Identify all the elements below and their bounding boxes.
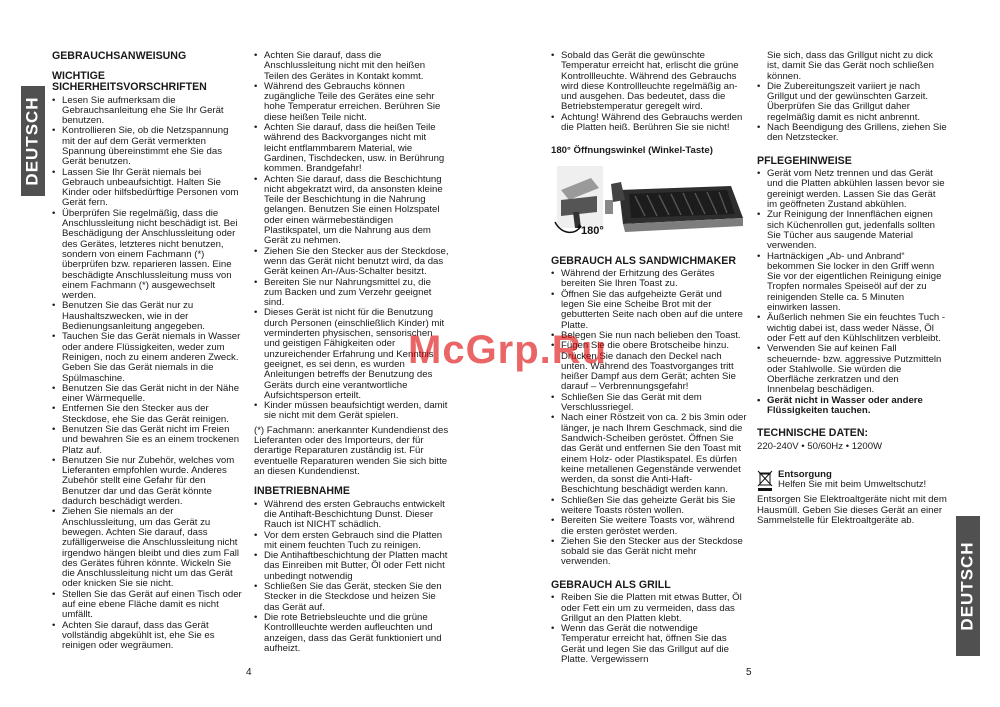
section-heading-sandwich: GEBRAUCH ALS SANDWICHMAKER: [551, 254, 736, 267]
list-item: • Wenn das Gerät die notwendige Temperatur erreicht hat, öffnen Sie das Gerät und legen Sie das Grillgut auf die Platte. Vergewissern: [551, 624, 747, 665]
list-item: • Reiben Sie die Platten mit etwas Butter, Öl oder Fett ein um zu vermeiden, dass das Grillgut an den Platten klebt.: [551, 593, 747, 624]
startup-list-continued: [551, 51, 747, 133]
section-heading-grill: GEBRAUCH ALS GRILL: [551, 578, 671, 591]
list-item: • Benutzen Sie das Gerät nicht in der Nähe einer Wärmequelle.: [52, 384, 242, 405]
disposal-line-1: Helfen Sie mit beim Umweltschutz!: [778, 479, 927, 491]
list-item: • Schließen Sie das Gerät mit dem Verschlussriegel.: [551, 393, 747, 414]
list-item: • Während der Erhitzung des Gerätes bereiten Sie Ihren Toast zu.: [551, 269, 747, 290]
list-item: • Schließen Sie das geheizte Gerät bis Sie weitere Toasts rösten wollen.: [551, 496, 747, 517]
list-item: • Ziehen Sie niemals an der Anschlussleitung, um das Gerät zu bewegen. Achten Sie darauf, dass zufälligerweise die Anschlussleitung nicht irgendwo hängen bleibt und dies zum Fall des Gerätes führen könnte. Wickeln Sie die Anschlussleitung nicht um das Gerät oder knicken Sie sie nicht.: [52, 507, 242, 589]
list-item: • Kinder müssen beaufsichtigt werden, damit sie nicht mit dem Gerät spielen.: [254, 401, 449, 422]
list-item: • Hartnäckigen „Ab- und Anbrand“ bekommen Sie locker in den Griff wenn Sie vor der eigentlichen Reinigung einige Tropfen normales Speiseöl auf der zu reinigenden Stelle ca. 5 Minuten einwirken lassen.: [757, 252, 947, 314]
figure-caption: 180° Öffnungswinkel (Winkel-Taste): [551, 145, 713, 157]
list-item: • Dieses Gerät ist nicht für die Benutzung durch Personen (einschließlich Kinder) mit verminderten physischen, sensorischen und geistigen Fähigkeiten oder unzureichender Erfahrung und Kenntnis geeignet, es sei denn, es wurden Anleitungen betreffs der Benutzung des Geräts durch eine verantwortliche Aufsichtsperson erteilt.: [254, 308, 449, 401]
list-item: • Schließen Sie das Gerät, stecken Sie den Stecker in die Steckdose und heizen Sie das Gerät auf.: [254, 582, 449, 613]
page-number-right: 5: [746, 667, 752, 678]
list-item: • Lesen Sie aufmerksam die Gebrauchsanleitung ehe Sie Ihr Gerät benutzen.: [52, 96, 242, 127]
list-item: • Bereiten Sie weitere Toasts vor, während die ersten geröstet werden.: [551, 516, 747, 537]
list-item: • Zur Reinigung der Innenflächen eignen sich Küchenrollen gut, jedenfalls sollten Sie Tücher aus saugende Material verwenden.: [757, 210, 947, 251]
grill-list: [551, 593, 747, 665]
list-item: • Fügen Sie die obere Brotscheibe hinzu. Drücken Sie danach den Deckel nach unten. Während des Toastvorganges tritt heißer Dampf aus dem Gerät; achten Sie darauf – Verbrennungsgefahr!: [551, 341, 747, 392]
care-list: [757, 169, 947, 396]
disposal-line-2: Entsorgen Sie Elektroaltgeräte nicht mit dem Hausmüll. Geben Sie dieses Gerät an einer Sammelstelle für Elektroaltgeräte ab.: [757, 494, 947, 526]
list-item: • Benutzen Sie nur Zubehör, welches vom Lieferanten empfohlen wurde. Anderes Zubehör stellt eine Gefahr für den Benutzer dar und das Gerät könnte dadurch beschädigt werden.: [52, 456, 242, 507]
grill-list-continued: [757, 82, 947, 144]
language-tab-left: [21, 86, 45, 196]
manual-heading: GEBRAUCHSANWEISUNG: [52, 50, 187, 62]
care-warning-item: • Gerät nicht in Wasser oder andere Flüssigkeiten tauchen.: [757, 396, 947, 417]
language-tab-label: DEUTSCH: [958, 541, 978, 631]
list-item: • Achten Sie darauf, dass das Gerät vollständig abgekühlt ist, ehe Sie es reinigen oder wegräumen.: [52, 621, 242, 652]
list-item: • Belegen Sie nun nach belieben den Toast.: [551, 331, 747, 341]
section-heading-tech: TECHNISCHE DATEN:: [757, 427, 869, 440]
list-item: • Nach Beendigung des Grillens, ziehen Sie den Netzstecker.: [757, 123, 947, 144]
list-item: • Die Zubereitungszeit variiert je nach Grillgut und der gewünschten Garzeit. Überprüfen Sie das Grillgut daher regelmäßig damit es nicht anbrennt.: [757, 82, 947, 123]
grill-open-illustration: [551, 160, 747, 244]
column-4: [757, 51, 947, 526]
list-item: • Bereiten Sie nur Nahrungsmittel zu, die zum Backen und zum Verzehr geeignet sind.: [254, 278, 449, 309]
footnote: (*) Fachmann: anerkannter Kundendienst des Lieferanten oder des Importeurs, der für derartige Reparaturen zuständig ist. Für eventuelle Reparaturen wenden Sie sich bitte an diesen Kundendienst.: [254, 424, 449, 477]
list-item: • Öffnen Sie das aufgeheizte Gerät und legen Sie eine Scheibe Brot mit der gebutterten Seite nach oben auf die untere Platte.: [551, 290, 747, 331]
sandwich-list: [551, 269, 747, 568]
list-item: • Tauchen Sie das Gerät niemals in Wasser oder andere Flüssigkeiten, weder zum Reinigen, noch zu einem anderen Zweck. Geben Sie das Gerät niemals in die Spülmaschine.: [52, 332, 242, 383]
watermark: McGrp.Ru: [408, 328, 608, 372]
list-item: • Lassen Sie Ihr Gerät niemals bei Gebrauch unbeaufsichtigt. Halten Sie Kinder oder hilfsbedürftige Personen vom Gerät fern.: [52, 168, 242, 209]
grill-illustration-graphic: [551, 160, 747, 244]
list-item: • Die Antihaftbeschichtung der Platten macht das Einreiben mit Butter, Öl oder Fett nicht unbedingt notwendig: [254, 551, 449, 582]
column-1: [52, 51, 242, 652]
list-item: • Ziehen Sie den Stecker aus der Steckdose, wenn das Gerät nicht benutzt wird, da das Gerät keinen An-/Aus-Schalter besitzt.: [254, 247, 449, 278]
safety-heading: WICHTIGE SICHERHEITSVORSCHRIFTEN: [52, 69, 207, 93]
safety-list: [52, 96, 242, 652]
list-item: • Achten Sie darauf, dass die Anschlussleitung nicht mit den heißen Teilen des Gerätes in Kontakt kommt.: [254, 51, 449, 82]
list-item: • Stellen Sie das Gerät auf einen Tisch oder auf eine ebene Fläche damit es nicht umfällt.: [52, 590, 242, 621]
recycle-bin-icon: [757, 470, 773, 495]
list-item: • Entfernen Sie den Stecker aus der Steckdose, ehe Sie das Gerät reinigen.: [52, 404, 242, 425]
list-item: • Sobald das Gerät die gewünschte Temperatur erreicht hat, erlischt die grüne Kontrollleuchte. Während des Gebrauchs wird diese Kontrollleuchte regelmäßig an- und ausgehen. Das bedeutet, dass die Betriebstemperatur geregelt wird.: [551, 51, 747, 113]
startup-list: [254, 500, 449, 654]
list-item: • Benutzen Sie das Gerät nicht im Freien und bewahren Sie es an einem trockenen Platz auf.: [52, 425, 242, 456]
angle-label: 180°: [581, 224, 604, 237]
list-item: • Während des Gebrauchs können zugängliche Teile des Gerätes eine sehr hohe Temperatur erreichen. Berühren Sie diese heißen Teile nicht.: [254, 82, 449, 123]
list-item: • Benutzen Sie das Gerät nur zu Haushaltszwecken, wie in der Bedienungsanleitung angegeben.: [52, 301, 242, 332]
disposal-block: [757, 470, 947, 495]
list-item: • Achten Sie darauf, dass die heißen Teile während des Backvorganges nicht mit leicht entflammbarem Material, wie Gardinen, Tischdecken, usw. in Berührung kommen. Brandgefahr!: [254, 123, 449, 174]
tech-specs: 220-240V • 50/60Hz • 1200W: [757, 440, 883, 452]
language-tab-right: [956, 516, 980, 656]
list-item: • Äußerlich nehmen Sie ein feuchtes Tuch - wichtig dabei ist, dass weder Nässe, Öl oder Fett auf den Kühlschlitzen verbleibt.: [757, 313, 947, 344]
list-item: • Achtung! Während des Gebrauchs werden die Platten heiß. Berühren Sie sie nicht!: [551, 113, 747, 134]
list-item: • Kontrollieren Sie, ob die Netzspannung mit der auf dem Gerät vermerkten Spannung übereinstimmt ehe Sie das Gerät benutzen.: [52, 126, 242, 167]
list-item: • Ziehen Sie den Stecker aus der Steckdose sobald sie das Gerät nicht mehr verwenden.: [551, 537, 747, 568]
list-item: • Während des ersten Gebrauchs entwickelt die Antihaft-Beschichtung Dunst. Dieser Rauch ist NICHT schädlich.: [254, 500, 449, 531]
list-item: • Achten Sie darauf, dass die Beschichtung nicht abgekratzt wird, da ansonsten kleine Teile der Beschichtung in die Nahrung gelangen. Benutzen Sie einen Holzspatel oder einen wärmebeständigen Plastikspatel, um die Nahrung aus dem Gerät zu nehmen.: [254, 175, 449, 247]
care-warning: [757, 396, 947, 417]
list-item: • Verwenden Sie auf keinen Fall scheuernde- bzw. aggressive Putzmitteln oder Stahlwolle. Sie würden die Oberfläche zerkratzen und den Innenbelag beschädigen.: [757, 344, 947, 395]
list-item: • Die rote Betriebsleuchte und die grüne Kontrollleuchte werden aufleuchten und anzeigen, dass das Gerät funktioniert und aufheizt.: [254, 613, 449, 654]
section-heading-startup: INBETRIEBNAHME: [254, 485, 350, 498]
list-item: • Gerät vom Netz trennen und das Gerät und die Platten abkühlen lassen bevor sie gereinigt werden. Lassen Sie das Gerät im geöffneten Zustand abkühlen.: [757, 169, 947, 210]
list-item: • Überprüfen Sie regelmäßig, dass die Anschlussleitung nicht beschädigt ist. Bei Beschädigung der Anschlussleitung oder des Gerätes, letzteres nicht benutzen, sondern von einem Fachmann (*) überprüfen bzw. reparieren lassen. Eine beschädigte Anschlussleitung muss von einem Fachmann (*) ausgewechselt werden.: [52, 209, 242, 302]
page-number-left: 4: [246, 667, 252, 678]
disposal-title: Entsorgung: [778, 469, 832, 481]
grill-continuation: Sie sich, dass das Grillgut nicht zu dick ist, damit Sie das Gerät noch schließen können.: [767, 50, 934, 82]
section-heading-care: PFLEGEHINWEISE: [757, 154, 852, 167]
list-item: • Vor dem ersten Gebrauch sind die Platten mit einem feuchten Tuch zu reinigen.: [254, 531, 449, 552]
language-tab-label: DEUTSCH: [23, 96, 43, 186]
list-item: • Nach einer Röstzeit von ca. 2 bis 3min oder länger, je nach Ihrem Geschmack, sind die Sandwich-Scheiben geröstet. Öffnen Sie das Gerät und entfernen Sie den Toast mit einem Holz- oder Plastikspatel. Es dürfen keine metallenen Gegenstände verwendet werden, da sonst die Anti-Haft-Beschichtung beschädigt werden kann.: [551, 413, 747, 495]
